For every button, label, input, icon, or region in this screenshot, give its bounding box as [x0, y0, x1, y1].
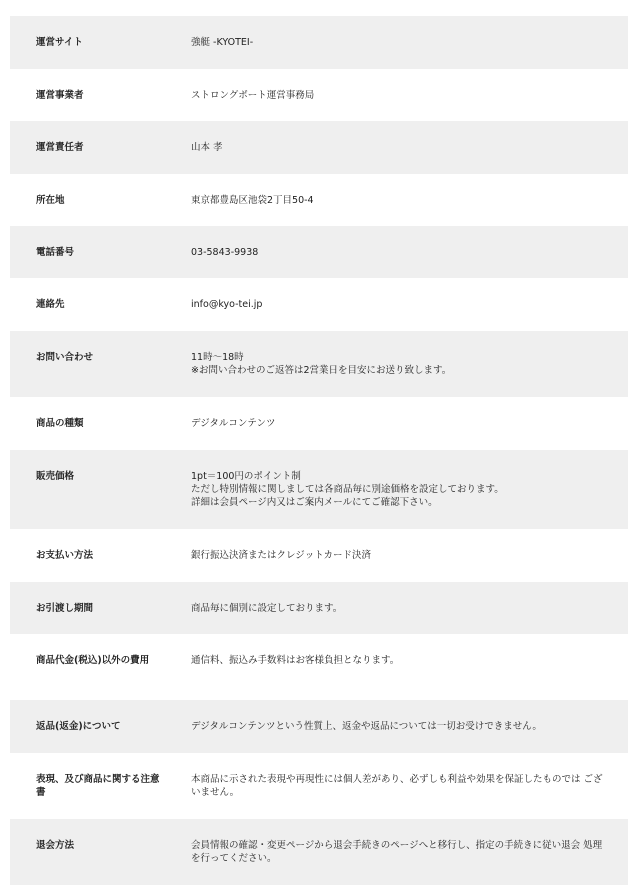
row-label: 商品の種類 [36, 418, 84, 429]
row-value: 1pt＝100円のポイント制 ただし特別情報に関しましては各商品毎に別途価格を設定しております。 詳細は会員ページ内又はご案内メールにてご確認下さい。 [191, 471, 504, 508]
row-value: 本商品に示された表現や再現性には個人差があり、必ずしも利益や効果を保証したものでは ございません。 [191, 774, 603, 798]
table-row-product-type [10, 397, 628, 450]
row-label: 運営サイト [36, 37, 83, 48]
table-row-address [10, 174, 628, 226]
row-value: 東京都豊島区池袋2丁目50-4 [191, 195, 314, 206]
row-label: 運営責任者 [36, 142, 84, 153]
row-label: お引渡し期間 [36, 603, 94, 614]
table-row-manager [10, 121, 628, 174]
table-row-price [10, 450, 628, 529]
row-label: 電話番号 [36, 247, 75, 258]
table-row-phone [10, 226, 628, 278]
row-value[interactable]: info@kyo-tei.jp [191, 299, 263, 310]
row-label: お支払い方法 [36, 550, 94, 561]
row-value: ストロングボート運営事務局 [191, 90, 315, 101]
table-row-delivery [10, 582, 628, 634]
row-value: 山本 孝 [191, 142, 223, 153]
table-row-contact [10, 278, 628, 331]
table-row-inquiry [10, 331, 628, 397]
row-label: 連絡先 [36, 299, 65, 310]
row-value: 通信料、振込み手数料はお客様負担となります。 [191, 655, 400, 666]
table-row-site [10, 16, 628, 69]
table-row-extra-fees [10, 634, 628, 700]
row-label: 返品(返金)について [36, 721, 121, 732]
row-value: デジタルコンテンツという性質上、返金や返品については一切お受けできません。 [191, 721, 542, 732]
table-row-refund [10, 700, 628, 753]
table-row-withdrawal [10, 819, 628, 885]
row-value: 強艇 -KYOTEI- [191, 37, 254, 48]
row-label: 商品代金(税込)以外の費用 [36, 655, 150, 666]
row-label: お問い合わせ [36, 352, 94, 363]
row-label: 退会方法 [36, 840, 75, 851]
table-row-operator [10, 69, 628, 121]
row-value: デジタルコンテンツ [191, 418, 276, 429]
row-value: 銀行振込決済またはクレジットカード決済 [191, 550, 371, 561]
row-label: 運営事業者 [36, 90, 84, 101]
row-value: 会員情報の確認・変更ページから退会手続きのページへと移行し、指定の手続きに従い退会 処理を行ってください。 [191, 840, 603, 864]
row-label: 所在地 [36, 195, 65, 206]
row-label: 表現、及び商品に関する注意書 [36, 774, 160, 798]
row-value[interactable]: 03-5843-9938 [191, 247, 259, 258]
row-value: 11時〜18時 ※お問い合わせのご返答は2営業日を目安にお送り致します。 [191, 352, 452, 376]
row-value: 商品毎に個別に設定しております。 [191, 603, 343, 614]
table-row-payment [10, 529, 628, 582]
company-info-table [10, 16, 628, 885]
row-label: 販売価格 [36, 471, 75, 482]
table-row-disclaimer [10, 753, 628, 819]
